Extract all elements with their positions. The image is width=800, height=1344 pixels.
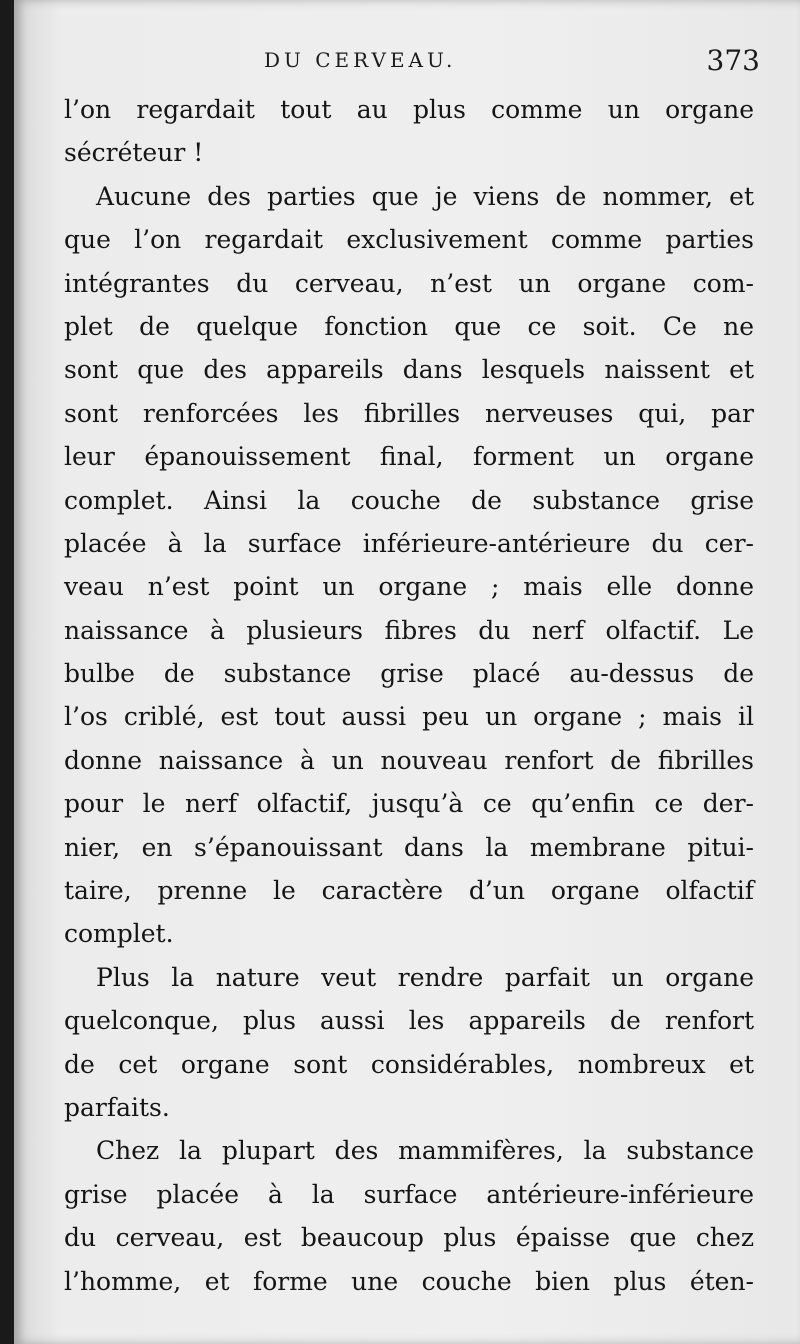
text-line: intégrantes du cerveau, n’est un organe com-	[64, 268, 754, 298]
text-line: l’on regardait tout au plus comme un organe	[64, 95, 754, 124]
text-line: grise placée à la surface antérieure-inférieure	[64, 1179, 754, 1209]
running-title: DU CERVEAU.	[264, 48, 457, 72]
text-line: Plus la nature veut rendre parfait un organe	[96, 962, 754, 992]
text-line: naissance à plusieurs fibres du nerf olfactif. Le	[64, 615, 754, 645]
text-line: Aucune des parties que je viens de nommer, et	[96, 181, 754, 211]
text-line: l’os criblé, est tout aussi peu un organe ; mais il	[64, 702, 754, 732]
text-line: du cerveau, est beaucoup plus épaisse que chez	[64, 1223, 754, 1253]
text-line: Chez la plupart des mammifères, la substance	[96, 1136, 754, 1166]
text-line: bulbe de substance grise placé au-dessus de	[64, 659, 754, 689]
page-number: 373	[706, 44, 760, 77]
book-page	[14, 0, 800, 1344]
text-line: veau n’est point un organe ; mais elle donne	[64, 572, 754, 602]
text-line: leur épanouissement final, forment un organe	[64, 442, 754, 472]
text-line: complet.	[64, 919, 174, 949]
text-line: de cet organe sont considérables, nombreux et	[64, 1049, 754, 1079]
text-line: plet de quelque fonction que ce soit. Ce ne	[64, 311, 754, 341]
text-line: sont que des appareils dans lesquels naissent et	[64, 355, 754, 385]
text-line: placée à la surface inférieure-antérieure du cer-	[64, 528, 754, 558]
text-line: donne naissance à un nouveau renfort de fibrilles	[64, 745, 754, 775]
text-line: sont renforcées les fibrilles nerveuses qui, par	[64, 398, 754, 428]
text-line: l’homme, et forme une couche bien plus éten-	[64, 1266, 754, 1296]
text-line: sécréteur !	[64, 138, 204, 168]
text-line: nier, en s’épanouissant dans la membrane pitui-	[64, 832, 754, 862]
text-line: complet. Ainsi la couche de substance grise	[64, 485, 754, 515]
text-line: que l’on regardait exclusivement comme parties	[64, 225, 754, 255]
running-head	[14, 44, 800, 84]
text-line: taire, prenne le caractère d’un organe olfactif	[64, 876, 754, 906]
text-line: parfaits.	[64, 1092, 170, 1122]
text-line: quelconque, plus aussi les appareils de renfort	[64, 1006, 754, 1036]
body-text	[64, 88, 754, 1303]
text-line: pour le nerf olfactif, jusqu’à ce qu’enfin ce der-	[64, 789, 754, 819]
